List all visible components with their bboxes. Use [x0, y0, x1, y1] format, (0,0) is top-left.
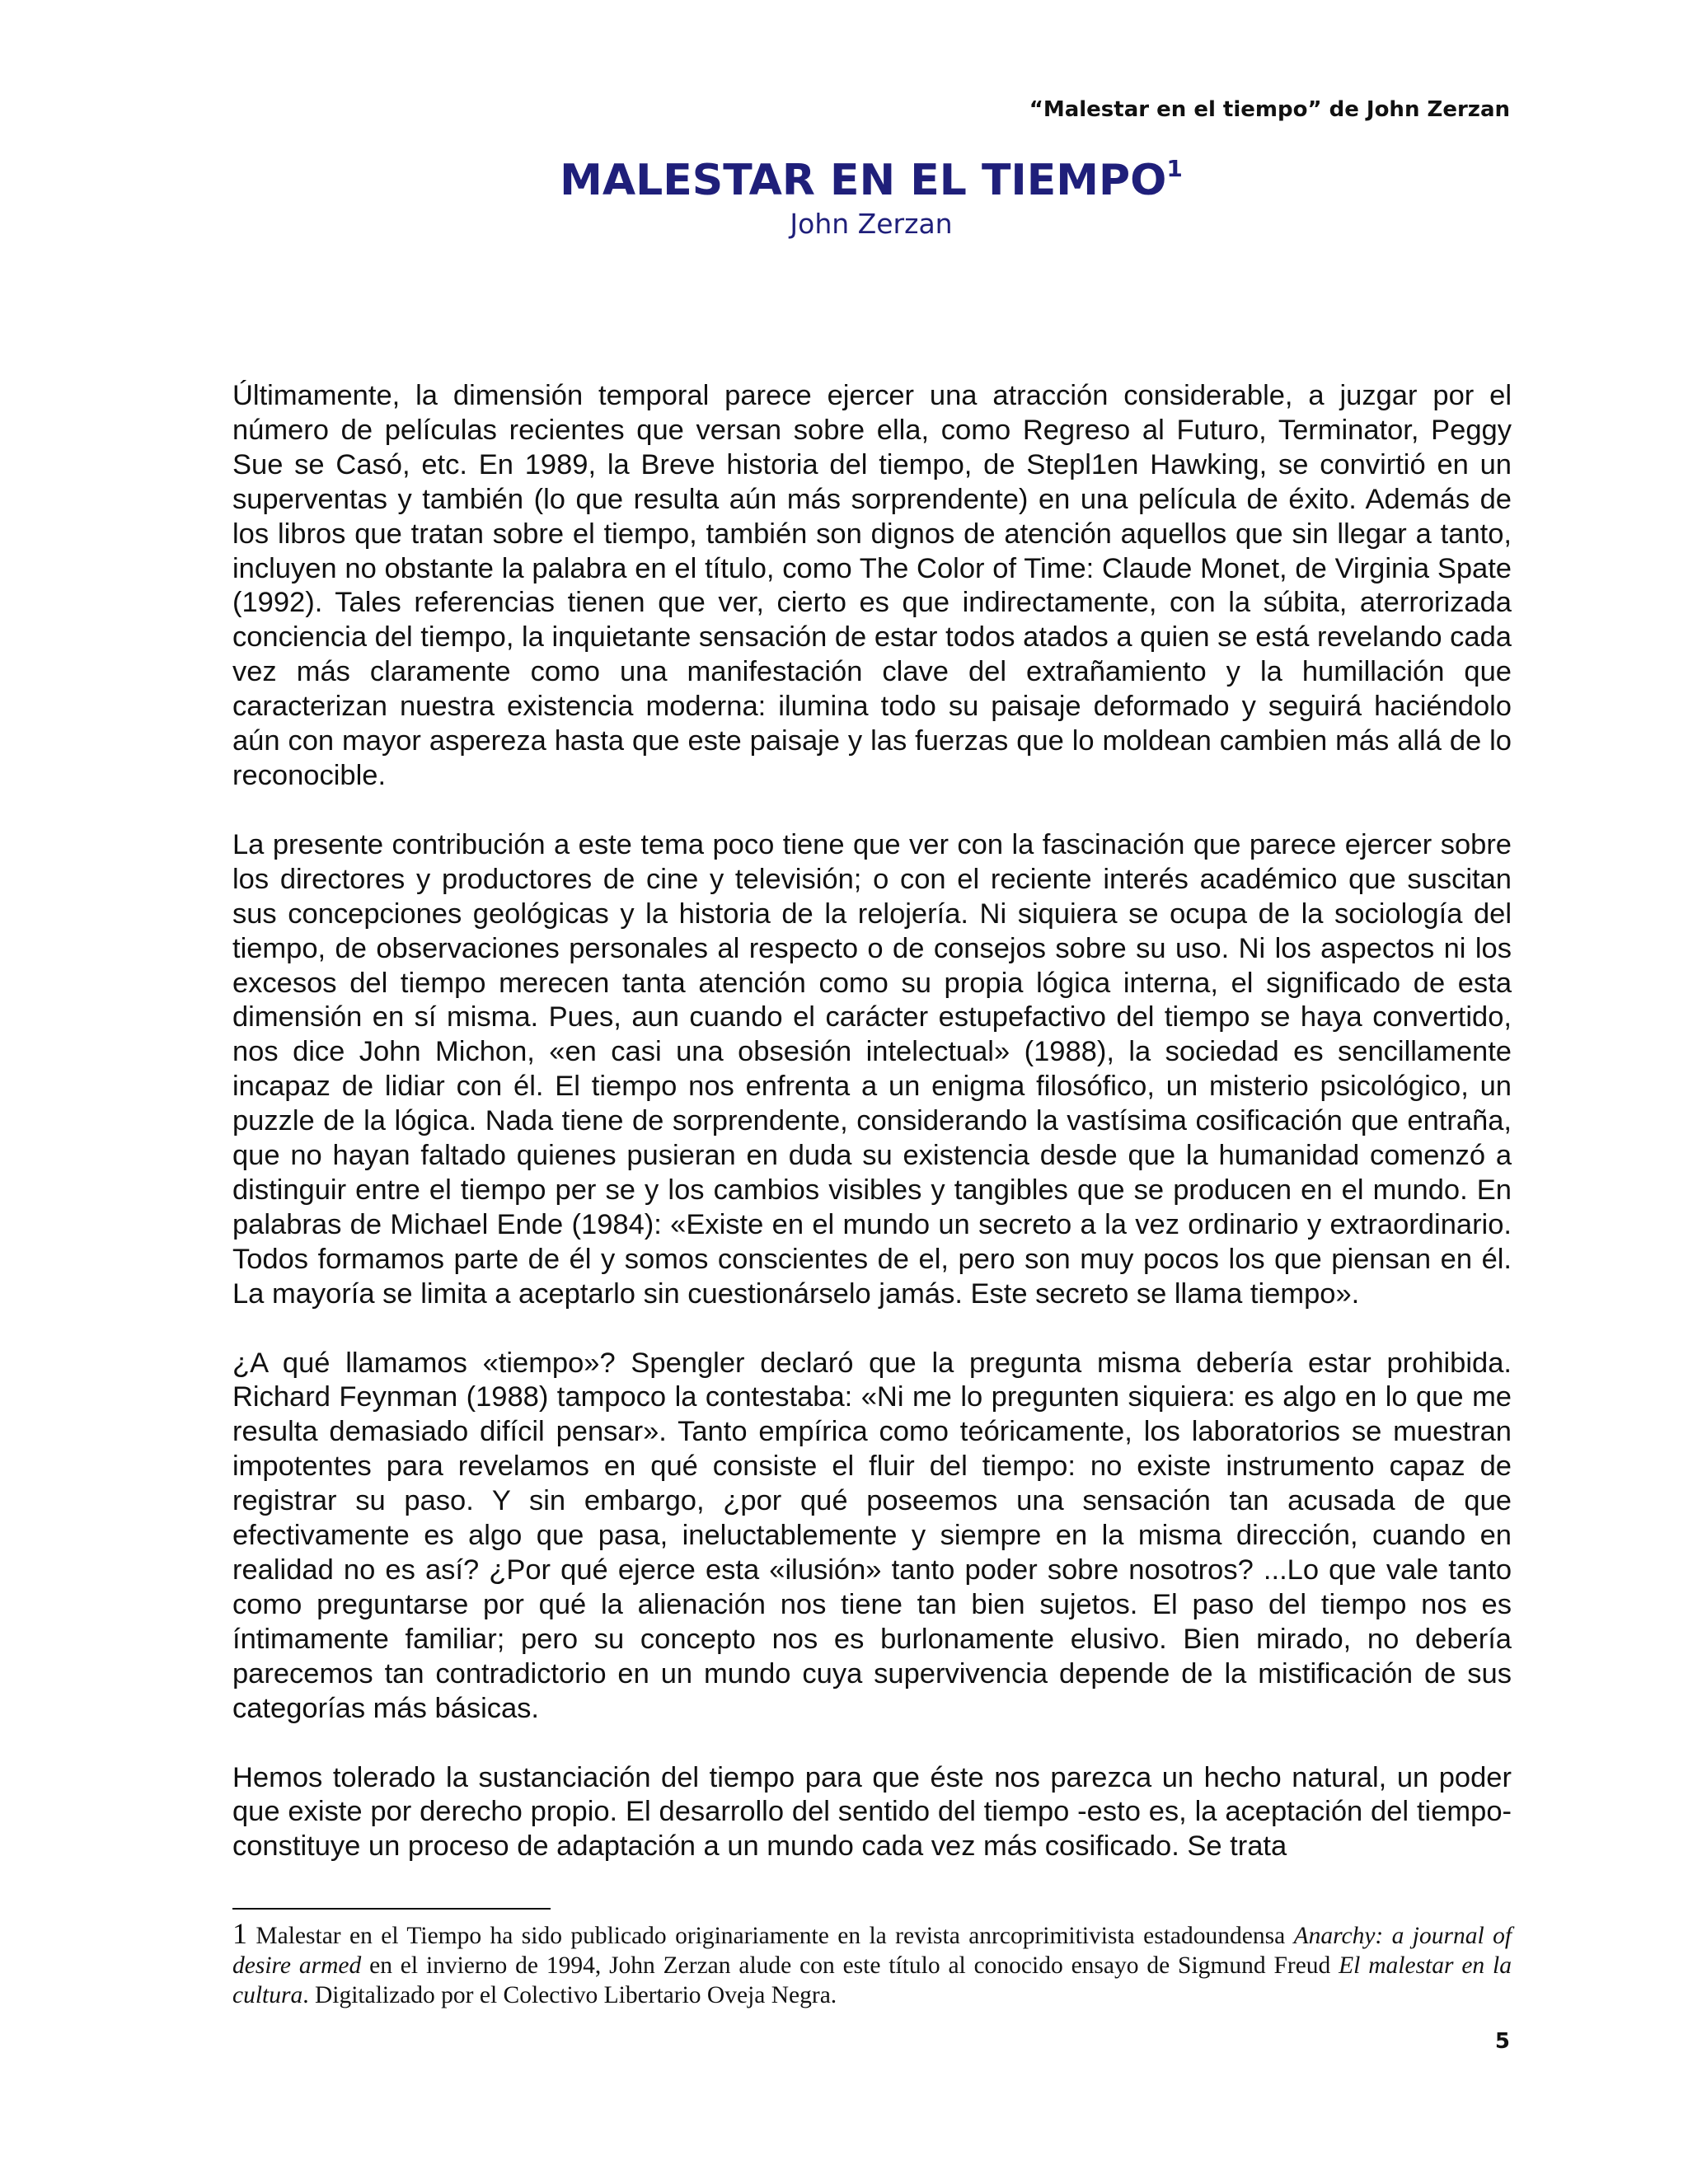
title-block: [231, 154, 1512, 241]
paragraph-4: Hemos tolerado la sustanciación del tiempo para que éste nos parezca un hecho natural, un poder que existe por derecho propio. El desarrollo del sentido del tiempo -esto es, la aceptación del tiempo- constituye un proceso de adaptación a un mundo cada vez más cosificado. Se trata: [232, 1761, 1512, 1863]
document-title: [231, 154, 1512, 205]
title-text: MALESTAR EN EL TIEMPO: [560, 156, 1167, 205]
paragraph-3: ¿A qué llamamos «tiempo»? Spengler declaró que la pregunta misma debería estar prohibida. Richard Feynman (1988) tampoco la contestaba: «Ni me lo pregunten siquiera: es algo en lo que me resulta demasiado difícil pensar». Tanto empírica como teóricamente, los laboratorios se muestran impotentes para revelamos en qué consiste el fluir del tiempo: no existe instrumento capaz de registrar su paso. Y sin embargo, ¿por qué poseemos una sensación tan acusada de que efectivamente es algo que pasa, ineluctablemente y siempre en la misma dirección, cuando en realidad no es así? ¿Por qué ejerce esta «ilusión» tanto poder sobre nosotros? ...Lo que vale tanto como preguntarse por qué la alienación nos tiene tan bien sujetos. El paso del tiempo nos es íntimamente familiar; pero su concepto nos es burlonamente elusivo. Bien mirado, no debería parecemos tan contradictorio en un mundo cuya supervivencia depende de la mistificación de sus categorías más básicas.: [232, 1347, 1512, 1724]
footnote-text-3: . Digitalizado por el Colectivo Libertario Oveja Negra.: [302, 1982, 837, 2008]
paragraph-1: Últimamente, la dimensión temporal parece ejercer una atracción considerable, a juzgar por el número de películas recientes que versan sobre ella, como Regreso al Futuro, Terminator, Peggy Sue se Casó, etc. En 1989, la Breve historia del tiempo, de Stepl1en Hawking, se convirtió en un superventas y también (lo que resulta aún más sorprendente) en una película de éxito. Además de los libros que tratan sobre el tiempo, también son dignos de atención aquellos que sin llegar a tanto, incluyen no obstante la palabra en el título, como The Color of Time: Claude Monet, de Virginia Spate (1992). Tales referencias tienen que ver, cierto es que indirectamente, con la súbita, aterrorizada conciencia del tiempo, la inquietante sensación de estar todos atados a quien se está revelando cada vez más claramente como una manifestación clave del extrañamiento y la humillación que caracterizan nuestra existencia moderna: ilumina todo su paisaje deformado y seguirá haciéndolo aún con mayor aspereza hasta que este paisaje y las fuerzas que lo moldean cambien más allá de lo reconocible.: [232, 380, 1512, 791]
footnote-journal-title: Anarchy: a journal of desire armed: [232, 1923, 1512, 1979]
paragraph-2: La presente contribución a este tema poco tiene que ver con la fascinación que parece ejercer sobre los directores y productores de cine y televisión; o con el reciente interés académico que suscitan sus concepciones geológicas y la historia de la relojería. Ni siquiera se ocupa de la sociología del tiempo, de observaciones personales al respecto o de consejos sobre su uso. Ni los aspectos ni los excesos del tiempo merecen tanta atención como su propia lógica interna, el significado de esta dimensión en sí misma. Pues, aun cuando el carácter estupefactivo del tiempo se haya convertido, nos dice John Michon, «en casi una obsesión intelectual» (1988), la sociedad es sencillamente incapaz de lidiar con él. El tiempo nos enfrenta a un enigma filosófico, un misterio psicológico, un puzzle de la lógica. Nada tiene de sorprendente, considerando la vastísima cosificación que entraña, que no hayan faltado quienes pusieran en duda su existencia desde que la humanidad comenzó a distinguir entre el tiempo per se y los cambios visibles y tangibles que se producen en el mundo. En palabras de Michael Ende (1984): «Existe en el mundo un secreto a la vez ordinario y extraordinario. Todos formamos parte de él y somos conscientes de el, pero son muy pocos los que piensan en él. La mayoría se limita a aceptarlo sin cuestionárselo jamás. Este secreto se llama tiempo».: [232, 828, 1512, 1310]
page-number: 5: [1494, 2029, 1510, 2054]
running-header: “Malestar en el tiempo” de John Zerzan: [1029, 97, 1510, 122]
footnote-text-2: en el invierno de 1994, John Zerzan alude con este título al conocido ensayo de Sigmund Freud: [361, 1952, 1339, 1979]
footnote-separator: [232, 1908, 551, 1910]
footnote-reference[interactable]: 1: [1166, 154, 1183, 182]
footnote-essay-title: El malestar en la cultura: [232, 1952, 1512, 2008]
author-name: John Zerzan: [790, 208, 953, 241]
footnote: [232, 1919, 1512, 2010]
body-text: [232, 379, 1512, 1864]
footnote-number: 1: [232, 1917, 247, 1950]
footnote-text-1: Malestar en el Tiempo ha sido publicado originariamente en la revista anrcoprimitivista estadoundensa: [247, 1923, 1294, 1949]
